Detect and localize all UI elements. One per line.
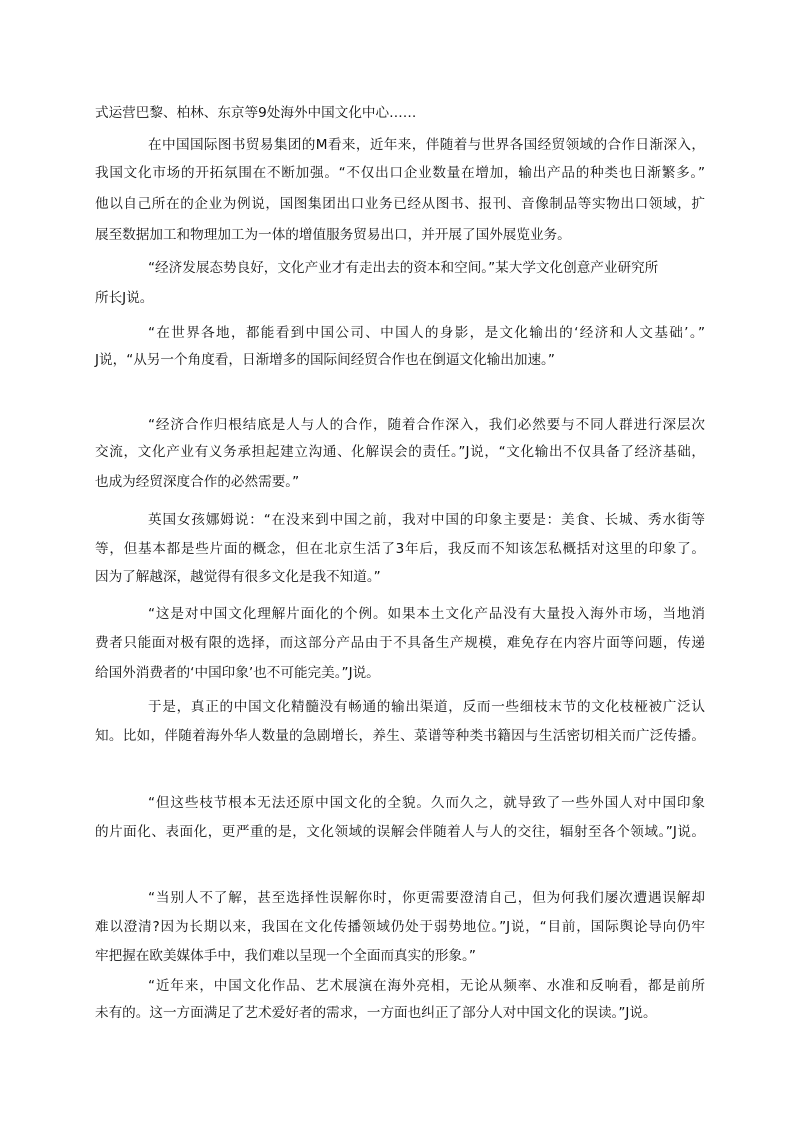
paragraph-line: 所长J说。: [95, 290, 154, 306]
paragraph-line: “当别人不了解，甚至选择性误解你时，你更需要澄清自己，但为何我们屡次遭遇误解却: [148, 890, 705, 906]
paragraph-line: 未有的。这一方面满足了艺术爱好者的需求，一方面也纠正了部分人对中国文化的误读。”J说。: [95, 1005, 657, 1021]
paragraph-line: “在世界各地，都能看到中国公司、中国人的身影，是文化输出的‘经济和人文基础’。”: [148, 325, 705, 341]
paragraph-line: 式运营巴黎、柏林、东京等9处海外中国文化中心……: [95, 105, 417, 121]
paragraph-line: “经济发展态势良好，文化产业才有走出去的资本和空间。”某大学文化创意产业研究所: [148, 260, 659, 276]
paragraph-line: 牢把握在欧美媒体手中，我们难以呈现一个全面而真实的形象。”: [95, 948, 476, 964]
paragraph-line: 在中国国际图书贸易集团的M看来，近年来，伴随着与世界各国经贸领域的合作日渐深入，: [148, 137, 705, 153]
paragraph-line: J说，“从另一个角度看，日渐增多的国际间经贸合作也在倒逼文化输出加速。”: [95, 352, 555, 368]
paragraph-line: 他以自己所在的企业为例说，国图集团出口业务已经从图书、报刊、音像制品等实物出口领域，扩: [95, 196, 705, 212]
paragraph-line: “但这些枝节根本无法还原中国文化的全貌。久而久之，就导致了一些外国人对中国印象: [148, 795, 705, 811]
paragraph-line: “这是对中国文化理解片面化的个例。如果本土文化产品没有大量投入海外市场，当地消: [148, 606, 705, 622]
paragraph-line: 交流，文化产业有义务承担起建立沟通、化解误会的责任。”J说，“文化输出不仅具备了经济基础，: [95, 444, 705, 460]
paragraph-line: 知。比如，伴随着海外华人数量的急剧增长，养生、菜谱等种类书籍因与生活密切相关而广泛传播。: [95, 728, 705, 744]
paragraph-line: 费者只能面对极有限的选择，而这部分产品由于不具备生产规模，难免存在内容片面等问题，传递: [95, 635, 705, 651]
paragraph-line: 展至数据加工和物理加工为一体的增值服务贸易出口，并开展了国外展览业务。: [95, 227, 571, 243]
paragraph-line: 的片面化、表面化，更严重的是，文化领域的误解会伴随着人与人的交往，辐射至各个领域。”J说。: [95, 824, 705, 840]
paragraph-line: “近年来，中国文化作品、艺术展演在海外亮相，无论从频率、水准和反响看，都是前所: [148, 978, 705, 994]
paragraph-line: 因为了解越深，越觉得有很多文化是我不知道。”: [95, 569, 381, 585]
paragraph-line: 也成为经贸深度合作的必然需要。”: [95, 474, 300, 490]
paragraph-line: 难以澄清?因为长期以来，我国在文化传播领域仍处于弱势地位。”J说，“目前，国际舆论导向仍牢: [95, 919, 705, 935]
paragraph-line: 于是，真正的中国文化精髓没有畅通的输出渠道，反而一些细枝末节的文化枝桠被广泛认: [148, 699, 705, 715]
paragraph-line: 等，但基本都是些片面的概念，但在北京生活了3年后，我反而不知该怎私概括对这里的印象了。: [95, 541, 705, 557]
paragraph-line: 我国文化市场的开拓氛围在不断加强。“不仅出口企业数量在增加，输出产品的种类也日渐繁多。”: [95, 165, 705, 181]
paragraph-line: 给国外消费者的‘中国印象’也不可能完美。”J说。: [95, 665, 380, 681]
paragraph-line: 英国女孩娜姆说：“在没来到中国之前，我对中国的印象主要是：美食、长城、秀水街等: [148, 512, 705, 528]
paragraph-line: “经济合作归根结底是人与人的合作，随着合作深入，我们必然要与不同人群进行深层次: [148, 417, 705, 433]
